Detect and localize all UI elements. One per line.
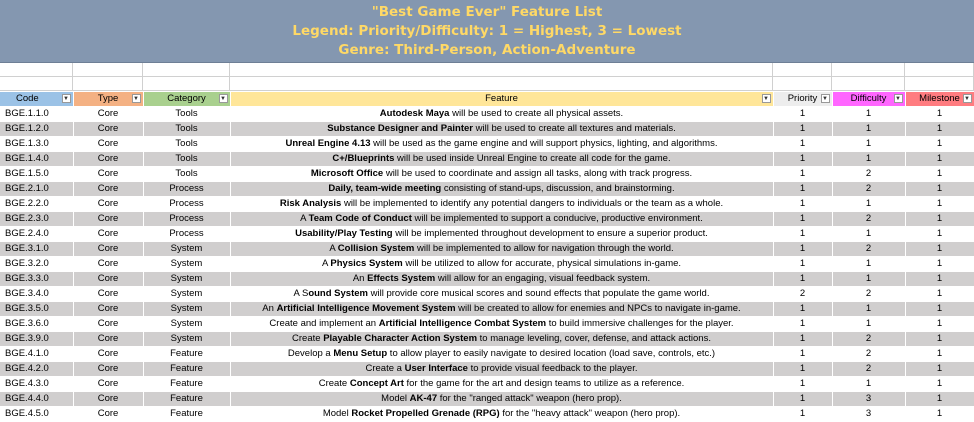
header-code[interactable] xyxy=(0,92,73,107)
code-cell[interactable]: BGE.2.2.0 xyxy=(0,197,73,212)
priority-cell[interactable]: 1 xyxy=(773,332,832,347)
feature-name: Collision System xyxy=(337,243,415,254)
type-cell[interactable]: Core xyxy=(73,137,143,152)
code-cell[interactable]: BGE.3.2.0 xyxy=(0,257,73,272)
code-cell[interactable]: BGE.4.2.0 xyxy=(0,362,73,377)
filter-dropdown-icon[interactable]: ▼ xyxy=(63,96,69,102)
code-cell[interactable]: BGE.3.4.0 xyxy=(0,287,73,302)
feature-cell[interactable] xyxy=(230,152,773,167)
feature-text: will be implemented to support a conducive, productive environment. xyxy=(411,213,703,224)
difficulty-cell[interactable]: 3 xyxy=(832,392,905,407)
feature-text: to build immersive challenges for the player. xyxy=(546,318,734,329)
feature-text: Create xyxy=(292,333,324,344)
genre-text: Genre: Third-Person, Action-Adventure xyxy=(338,42,636,58)
priority-cell[interactable]: 1 xyxy=(773,407,832,422)
category-cell[interactable]: Feature xyxy=(143,377,230,392)
feature-text: A xyxy=(321,258,331,269)
feature-cell[interactable] xyxy=(230,302,773,317)
filter-dropdown-icon[interactable]: ▼ xyxy=(895,96,901,102)
table-row[interactable] xyxy=(0,287,974,302)
category-cell[interactable]: System xyxy=(143,287,230,302)
priority-cell[interactable]: 1 xyxy=(773,167,832,182)
feature-text: A S xyxy=(293,288,309,299)
table-row[interactable] xyxy=(0,332,974,347)
priority-cell[interactable]: 1 xyxy=(773,317,832,332)
milestone-cell[interactable]: 1 xyxy=(905,197,974,212)
feature-name: Team Code of Conduct xyxy=(308,213,412,224)
feature-cell[interactable] xyxy=(230,347,773,362)
feature-cell[interactable] xyxy=(230,392,773,407)
priority-cell[interactable]: 1 xyxy=(773,107,832,122)
priority-cell[interactable]: 1 xyxy=(773,302,832,317)
category-cell[interactable]: Feature xyxy=(143,392,230,407)
feature-name: Risk Analysis xyxy=(279,198,342,209)
feature-name: Menu Setup xyxy=(333,348,388,359)
feature-text: will be implemented throughout development to ensure a superior product. xyxy=(392,228,708,239)
category-cell[interactable]: Tools xyxy=(143,167,230,182)
feature-text: An xyxy=(352,273,368,284)
feature-name: Concept Art xyxy=(349,378,404,389)
category-cell[interactable]: Tools xyxy=(143,107,230,122)
category-cell[interactable]: Tools xyxy=(143,152,230,167)
difficulty-cell[interactable]: 1 xyxy=(832,377,905,392)
milestone-cell[interactable]: 1 xyxy=(905,257,974,272)
priority-cell[interactable]: 1 xyxy=(773,152,832,167)
priority-cell[interactable]: 1 xyxy=(773,212,832,227)
type-cell[interactable]: Core xyxy=(73,392,143,407)
priority-cell[interactable]: 1 xyxy=(773,272,832,287)
category-cell[interactable]: Process xyxy=(143,227,230,242)
type-cell[interactable]: Core xyxy=(73,242,143,257)
code-cell[interactable]: BGE.1.3.0 xyxy=(0,137,73,152)
feature-cell[interactable] xyxy=(230,362,773,377)
feature-text: will provide core musical scores and sound effects that populate the game world. xyxy=(367,288,710,299)
code-cell[interactable]: BGE.4.5.0 xyxy=(0,407,73,422)
feature-text: Create a xyxy=(365,363,405,374)
priority-cell[interactable]: 1 xyxy=(773,242,832,257)
category-cell[interactable]: System xyxy=(143,272,230,287)
feature-cell[interactable] xyxy=(230,407,773,422)
type-cell[interactable]: Core xyxy=(73,257,143,272)
milestone-cell[interactable]: 1 xyxy=(905,212,974,227)
sheet-title: "Best Game Ever" Feature List xyxy=(371,4,603,20)
code-cell[interactable]: BGE.1.4.0 xyxy=(0,152,73,167)
feature-name: ound System xyxy=(308,288,368,299)
priority-cell[interactable]: 1 xyxy=(773,197,832,212)
type-cell[interactable]: Core xyxy=(73,362,143,377)
code-cell[interactable]: BGE.2.4.0 xyxy=(0,227,73,242)
feature-name: Unreal Engine 4.13 xyxy=(285,138,371,149)
code-cell[interactable]: BGE.3.6.0 xyxy=(0,317,73,332)
code-cell[interactable]: BGE.4.1.0 xyxy=(0,347,73,362)
feature-text: Develop a xyxy=(287,348,334,359)
table-row[interactable] xyxy=(0,167,974,182)
feature-text: Model xyxy=(381,393,410,404)
feature-name: Daily, team-wide meeting xyxy=(328,183,442,194)
difficulty-cell[interactable]: 2 xyxy=(832,212,905,227)
difficulty-cell[interactable]: 1 xyxy=(832,317,905,332)
code-cell[interactable]: BGE.4.3.0 xyxy=(0,377,73,392)
table-row[interactable] xyxy=(0,107,974,122)
feature-cell[interactable] xyxy=(230,197,773,212)
feature-text: will be used to create all physical assets. xyxy=(449,108,624,119)
category-cell[interactable]: Feature xyxy=(143,362,230,377)
feature-text: for the "ranged attack" weapon (hero prop). xyxy=(437,393,622,404)
category-cell[interactable]: Process xyxy=(143,182,230,197)
type-cell[interactable]: Core xyxy=(73,377,143,392)
category-cell[interactable]: Tools xyxy=(143,137,230,152)
header-priority[interactable] xyxy=(773,92,832,107)
milestone-cell[interactable]: 1 xyxy=(905,377,974,392)
header-label: Code xyxy=(16,93,39,104)
feature-name: Physics System xyxy=(330,258,403,269)
table-row[interactable] xyxy=(0,377,974,392)
difficulty-cell[interactable]: 1 xyxy=(832,302,905,317)
code-cell[interactable]: BGE.3.3.0 xyxy=(0,272,73,287)
milestone-cell[interactable]: 1 xyxy=(905,302,974,317)
table-row[interactable] xyxy=(0,137,974,152)
feature-text: will allow for an engaging, visual feedback system. xyxy=(435,273,651,284)
milestone-cell[interactable]: 1 xyxy=(905,227,974,242)
table-row[interactable] xyxy=(0,407,974,422)
feature-cell[interactable] xyxy=(230,182,773,197)
type-cell[interactable]: Core xyxy=(73,167,143,182)
type-cell[interactable]: Core xyxy=(73,317,143,332)
feature-text: for the "heavy attack" weapon (hero prop). xyxy=(499,408,681,419)
priority-cell[interactable]: 2 xyxy=(773,287,832,302)
feature-cell[interactable] xyxy=(230,227,773,242)
type-cell[interactable]: Core xyxy=(73,227,143,242)
feature-name: Artificial Intelligence Combat System xyxy=(378,318,547,329)
feature-cell[interactable] xyxy=(230,287,773,302)
milestone-cell[interactable]: 1 xyxy=(905,107,974,122)
milestone-cell[interactable]: 1 xyxy=(905,242,974,257)
table-row[interactable] xyxy=(0,392,974,407)
feature-cell[interactable] xyxy=(230,377,773,392)
feature-cell[interactable] xyxy=(230,317,773,332)
priority-cell[interactable]: 1 xyxy=(773,392,832,407)
feature-cell[interactable] xyxy=(230,107,773,122)
feature-cell[interactable] xyxy=(230,332,773,347)
difficulty-cell[interactable]: 1 xyxy=(832,272,905,287)
milestone-cell[interactable]: 1 xyxy=(905,407,974,422)
difficulty-cell[interactable]: 2 xyxy=(832,347,905,362)
type-cell[interactable]: Core xyxy=(73,287,143,302)
table-row[interactable] xyxy=(0,227,974,242)
blank-row[interactable] xyxy=(0,63,974,77)
blank-rows xyxy=(0,63,974,91)
milestone-cell[interactable]: 1 xyxy=(905,122,974,137)
feature-cell[interactable] xyxy=(230,167,773,182)
table-row[interactable] xyxy=(0,212,974,227)
feature-name: Autodesk Maya xyxy=(379,108,450,119)
feature-name: C+/Blueprints xyxy=(332,153,395,164)
header-milestone[interactable] xyxy=(905,92,974,107)
feature-table xyxy=(0,92,974,422)
difficulty-cell[interactable]: 1 xyxy=(832,107,905,122)
milestone-cell[interactable]: 1 xyxy=(905,167,974,182)
milestone-cell[interactable]: 1 xyxy=(905,287,974,302)
blank-row[interactable] xyxy=(0,77,974,91)
feature-name: Playable Character Action System xyxy=(323,333,478,344)
feature-name: User Interface xyxy=(404,363,468,374)
feature-name: Artificial Intelligence Movement System xyxy=(276,303,456,314)
milestone-cell[interactable]: 1 xyxy=(905,272,974,287)
difficulty-cell[interactable]: 1 xyxy=(832,227,905,242)
category-cell[interactable]: Tools xyxy=(143,122,230,137)
type-cell[interactable]: Core xyxy=(73,272,143,287)
table-row[interactable] xyxy=(0,122,974,137)
code-cell[interactable]: BGE.1.2.0 xyxy=(0,122,73,137)
feature-cell[interactable] xyxy=(230,137,773,152)
code-cell[interactable]: BGE.4.4.0 xyxy=(0,392,73,407)
code-cell[interactable]: BGE.2.3.0 xyxy=(0,212,73,227)
header-type[interactable] xyxy=(73,92,143,107)
priority-cell[interactable]: 1 xyxy=(773,137,832,152)
feature-text: to manage leveling, cover, defense, and attack actions. xyxy=(477,333,711,344)
type-cell[interactable]: Core xyxy=(73,182,143,197)
difficulty-cell[interactable]: 2 xyxy=(832,167,905,182)
sort-dropdown-icon[interactable]: ▼ xyxy=(964,96,970,102)
milestone-cell[interactable]: 1 xyxy=(905,317,974,332)
type-cell[interactable]: Core xyxy=(73,122,143,137)
header-row xyxy=(0,92,974,107)
category-cell[interactable]: System xyxy=(143,332,230,347)
category-cell[interactable]: Feature xyxy=(143,347,230,362)
type-cell[interactable]: Core xyxy=(73,347,143,362)
difficulty-cell[interactable]: 1 xyxy=(832,137,905,152)
feature-text: will be used as the game engine and will support physics, lighting, and algorithms. xyxy=(370,138,718,149)
feature-text: consisting of stand-ups, discussion, and brainstorming. xyxy=(441,183,675,194)
header-category[interactable] xyxy=(143,92,230,107)
code-cell[interactable]: BGE.2.1.0 xyxy=(0,182,73,197)
category-cell[interactable]: Process xyxy=(143,197,230,212)
table-row[interactable] xyxy=(0,362,974,377)
feature-name: Rocket Propelled Grenade (RPG) xyxy=(351,408,500,419)
feature-text: Create xyxy=(318,378,350,389)
code-cell[interactable]: BGE.3.5.0 xyxy=(0,302,73,317)
table-row[interactable] xyxy=(0,302,974,317)
feature-text: will be used to coordinate and assign all tasks, along with track progress. xyxy=(383,168,693,179)
priority-cell[interactable]: 1 xyxy=(773,227,832,242)
code-cell[interactable]: BGE.3.9.0 xyxy=(0,332,73,347)
feature-cell[interactable] xyxy=(230,242,773,257)
feature-text: will be implemented to identify any potential dangers to individuals or the team as a whole. xyxy=(341,198,724,209)
difficulty-cell[interactable]: 2 xyxy=(832,182,905,197)
feature-name: Usability/Play Testing xyxy=(295,228,393,239)
code-cell[interactable]: BGE.1.5.0 xyxy=(0,167,73,182)
category-cell[interactable]: System xyxy=(143,317,230,332)
category-cell[interactable]: System xyxy=(143,257,230,272)
table-row[interactable] xyxy=(0,242,974,257)
feature-text: will be used inside Unreal Engine to create all code for the game. xyxy=(394,153,671,164)
feature-text: will be used to create all textures and materials. xyxy=(472,123,676,134)
type-cell[interactable]: Core xyxy=(73,197,143,212)
priority-cell[interactable]: 1 xyxy=(773,347,832,362)
type-cell[interactable]: Core xyxy=(73,332,143,347)
feature-text: to provide visual feedback to the player. xyxy=(467,363,638,374)
table-row[interactable] xyxy=(0,197,974,212)
filter-dropdown-icon[interactable]: ▼ xyxy=(220,96,226,102)
priority-cell[interactable]: 1 xyxy=(773,377,832,392)
filter-dropdown-icon[interactable]: ▼ xyxy=(763,96,769,102)
category-cell[interactable]: System xyxy=(143,242,230,257)
feature-name: AK-47 xyxy=(409,393,438,404)
feature-text: A xyxy=(300,213,309,224)
difficulty-cell[interactable]: 3 xyxy=(832,407,905,422)
difficulty-cell[interactable]: 2 xyxy=(832,242,905,257)
type-cell[interactable]: Core xyxy=(73,407,143,422)
feature-text: will be implemented to allow for navigation through the world. xyxy=(414,243,674,254)
milestone-cell[interactable]: 1 xyxy=(905,182,974,197)
feature-name: Microsoft Office xyxy=(310,168,384,179)
milestone-cell[interactable]: 1 xyxy=(905,137,974,152)
feature-text: A xyxy=(329,243,338,254)
milestone-cell[interactable]: 1 xyxy=(905,152,974,167)
table-row[interactable] xyxy=(0,182,974,197)
category-cell[interactable]: System xyxy=(143,302,230,317)
milestone-cell[interactable]: 1 xyxy=(905,332,974,347)
feature-text: An xyxy=(262,303,277,314)
difficulty-cell[interactable]: 1 xyxy=(832,197,905,212)
difficulty-cell[interactable]: 2 xyxy=(832,287,905,302)
type-cell[interactable]: Core xyxy=(73,302,143,317)
header-feature[interactable] xyxy=(230,92,773,107)
priority-cell[interactable]: 1 xyxy=(773,122,832,137)
difficulty-cell[interactable]: 2 xyxy=(832,332,905,347)
feature-text: to allow player to easily navigate to desired location (load save, controls, etc.) xyxy=(387,348,716,359)
filter-dropdown-icon[interactable]: ▼ xyxy=(133,96,139,102)
type-cell[interactable]: Core xyxy=(73,152,143,167)
header-label: Priority xyxy=(787,93,818,104)
priority-cell[interactable]: 1 xyxy=(773,362,832,377)
feature-name: Substance Designer and Painter xyxy=(327,123,473,134)
header-label: Category xyxy=(167,93,206,104)
code-cell[interactable]: BGE.3.1.0 xyxy=(0,242,73,257)
difficulty-cell[interactable]: 1 xyxy=(832,257,905,272)
header-label: Milestone xyxy=(919,93,960,104)
table-row[interactable] xyxy=(0,272,974,287)
header-difficulty[interactable] xyxy=(832,92,905,107)
feature-cell[interactable] xyxy=(230,257,773,272)
feature-cell[interactable] xyxy=(230,272,773,287)
table-row[interactable] xyxy=(0,152,974,167)
type-cell[interactable]: Core xyxy=(73,107,143,122)
difficulty-cell[interactable]: 1 xyxy=(832,152,905,167)
type-cell[interactable]: Core xyxy=(73,212,143,227)
milestone-cell[interactable]: 1 xyxy=(905,347,974,362)
feature-text: Model xyxy=(322,408,352,419)
filter-dropdown-icon[interactable]: ▼ xyxy=(822,96,828,102)
feature-name: Effects System xyxy=(367,273,436,284)
category-cell[interactable]: Feature xyxy=(143,407,230,422)
table-row[interactable] xyxy=(0,347,974,362)
feature-text: will be created to allow for enemies and NPCs to navigate in-game. xyxy=(455,303,741,314)
legend-text: Legend: Priority/Difficulty: 1 = Highest, 3 = Lowest xyxy=(292,23,682,39)
feature-cell[interactable] xyxy=(230,122,773,137)
header-label: Type xyxy=(97,93,119,104)
difficulty-cell[interactable]: 2 xyxy=(832,362,905,377)
feature-text: for the game for the art and design teams to utilize as a reference. xyxy=(403,378,685,389)
priority-cell[interactable]: 1 xyxy=(773,182,832,197)
category-cell[interactable]: Process xyxy=(143,212,230,227)
table-row[interactable] xyxy=(0,317,974,332)
milestone-cell[interactable]: 1 xyxy=(905,362,974,377)
difficulty-cell[interactable]: 1 xyxy=(832,122,905,137)
header-label: Feature xyxy=(485,93,518,104)
code-cell[interactable]: BGE.1.1.0 xyxy=(0,107,73,122)
feature-text: will be utilized to allow for accurate, physical simulations in-game. xyxy=(402,258,682,269)
milestone-cell[interactable]: 1 xyxy=(905,392,974,407)
title-banner xyxy=(0,0,974,63)
table-row[interactable] xyxy=(0,257,974,272)
header-label: Difficulty xyxy=(850,93,887,104)
feature-cell[interactable] xyxy=(230,212,773,227)
priority-cell[interactable]: 1 xyxy=(773,257,832,272)
feature-text: Create and implement an xyxy=(269,318,379,329)
